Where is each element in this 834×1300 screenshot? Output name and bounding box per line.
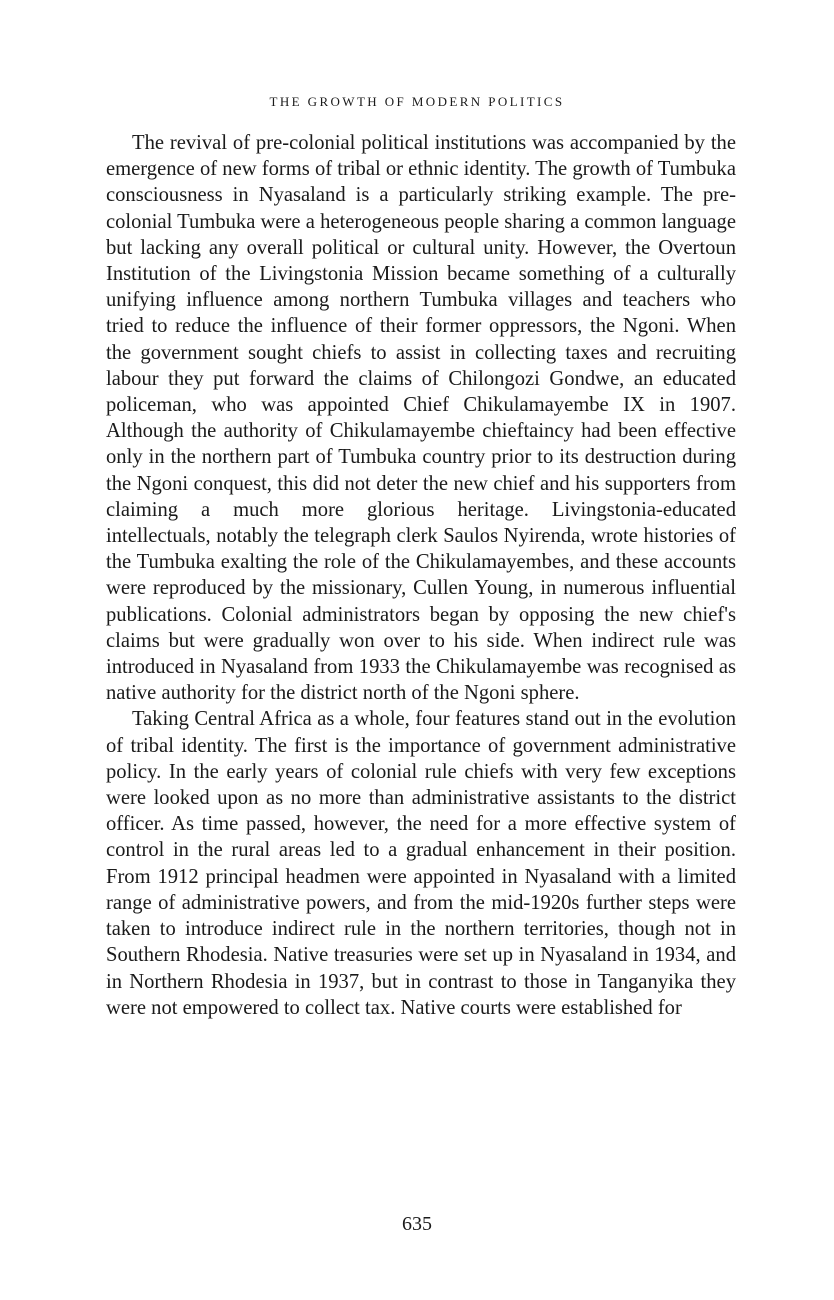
body-text [106, 130, 736, 1021]
running-head: THE GROWTH OF MODERN POLITICS [269, 94, 565, 109]
page-number: 635 [402, 1213, 432, 1235]
paragraph-tumbuka-identity: The revival of pre-colonial political institutions was accompanied by the emergence of new forms of tribal or ethnic identity. The growth of Tumbuka consciousness in Nyasaland is a particularly striking example. The pre-colonial Tumbuka were a heterogeneous people sharing a common language but lacking any overall political or cultural unity. However, the Overtoun Institution of the Livingstonia Mission became something of a culturally unifying influence among northern Tumbuka villages and teachers who tried to reduce the influence of their former oppressors, the Ngoni. When the government sought chiefs to assist in collecting taxes and recruiting labour they put forward the claims of Chilongozi Gondwe, an educated policeman, who was appointed Chief Chikulamayembe IX in 1907. Although the authority of Chikulamayembe chieftaincy had been effective only in the northern part of Tumbuka country prior to its destruction during the Ngoni conquest, this did not deter the new chief and his supporters from claiming a much more glorious heritage. Livingstonia-educated intellectuals, notably the telegraph clerk Saulos Nyirenda, wrote histories of the Tumbuka exalting the role of the Chikulamayembes, and these accounts were reproduced by the missionary, Cullen Young, in numerous influential publications. Colonial administrators began by opposing the new chief's claims but were gradually won over to his side. When indirect rule was introduced in Nyasaland from 1933 the Chikulamayembe was recognised as native authority for the district north of the Ngoni sphere. [106, 132, 736, 705]
paragraph-tribal-identity-features: Taking Central Africa as a whole, four features stand out in the evolution of tribal identity. The first is the importance of government administrative policy. In the early years of colonial rule chiefs with very few exceptions were looked upon as no more than administrative assistants to the district officer. As time passed, however, the need for a more effective system of control in the rural areas led to a gradual enhancement in their position. From 1912 principal headmen were appointed in Nyasaland with a limited range of administrative powers, and from the mid-1920s further steps were taken to introduce indirect rule in the northern territories, though not in Southern Rhodesia. Native treasuries were set up in Nyasaland in 1934, and in Northern Rhodesia in 1937, but in contrast to those in Tanganyika they were not empowered to collect tax. Native courts were established for [106, 708, 736, 1019]
